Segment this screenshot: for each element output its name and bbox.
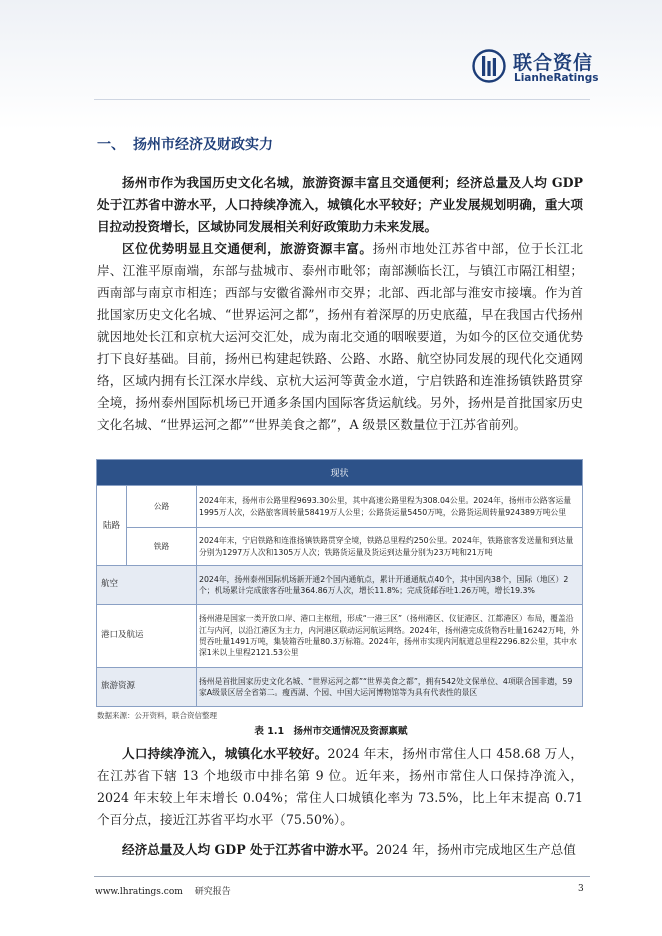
table-row [97, 566, 583, 605]
population-text: 2024 年末，扬州市常住人口 458.68 万人，在江苏省下辖 13 个地级市中排名第 9 位。近年来，扬州市常住人口保持净流入，2024 年末较上年末增长 0.04%；常住人口城镇化率为 73.5%，比上年末提高 0.71 个百分点，接近江苏省平均水平（75.50%）。 [97, 746, 583, 827]
company-logo [472, 49, 622, 91]
section-title: 扬州市经济及财政实力 [133, 137, 273, 153]
port-category: 港口及航运 [97, 605, 197, 668]
port-description: 扬州港是国家一类开放口岸、港口主枢纽，形成“一港三区”（扬州港区、仪征港区、江都港区）布局，覆盖沿江与内河，以沿江港区为主力，内河港区联动运河航运网络。2024年，扬州港完成货物吞吐量16242万吨，外贸吞吐量1491万吨，集装箱吞吐量80.3万标箱。2024年，扬州市实现内河航道总里程2296.82公里，其中水深1米以上里程2121.53公里 [197, 605, 583, 668]
header-divider [94, 99, 590, 100]
location-text: 扬州市地处江苏省中部，位于长江北岸、江淮平原南端，东部与盐城市、泰州市毗邻；南部濒临长江，与镇江市隔江相望；西南部与南京市相连；西部与安徽省滁州市交界；北部、西北部与淮安市接壤。作为首批国家历史文化名城、“世界运河之都”，扬州有着深厚的历史底蕴，早在我国古代扬州就因地处长江和京杭大运河交汇处，成为南北交通的咽喉要道，为如今的区位交通优势打下良好基础。目前，扬州已构建起铁路、公路、水路、航空协同发展的现代化交通网络，区域内拥有长江深水岸线、京杭大运河等黄金水道，宁启铁路和连淮扬镇铁路贯穿全境，扬州泰州国际机场已开通多条国内国际客货运航线。另外，扬州是首批国家历史文化名城、“世界运河之都”“世界美食之都”，A 级景区数量位于江苏省前列。 [97, 241, 584, 432]
highway-description: 2024年末，扬州市公路里程9693.30公里，其中高速公路里程为308.04公里。2024年，扬州市公路客运量1995万人次，公路旅客周转量58419万人公里；公路货运量5450万吨，公路货运周转量924389万吨公里 [197, 486, 583, 528]
railway-description: 2024年末，宁启铁路和连淮扬镇铁路贯穿全境，铁路总里程约250公里。2024年，铁路旅客发送量和到达量分别为1297万人次和1305万人次；铁路货运量及货运到达量分别为23万吨和21万吨 [197, 528, 583, 566]
table-row [97, 528, 583, 566]
population-lead: 人口持续净流入，城镇化水平较好。 [122, 746, 328, 761]
footer-divider [94, 876, 590, 877]
table-header: 现状 [97, 460, 583, 486]
logo-chinese-name: 联合资信 [513, 52, 594, 74]
economy-paragraph [97, 839, 583, 861]
highway-category: 公路 [127, 486, 197, 528]
summary-paragraph [97, 172, 583, 238]
footer-left [95, 884, 231, 897]
tourism-description: 扬州是首批国家历史文化名城、“世界运河之都”“世界美食之都”，拥有542处文保单位、4项联合国非遗，59家A级景区居全省第二。瘦西湖、个园、中国大运河博物馆等为具有代表性的景区 [197, 668, 583, 707]
table-header-row [97, 460, 583, 486]
section-number: 一、 [97, 137, 125, 153]
tourism-category: 旅游资源 [97, 668, 197, 707]
aviation-description: 2024年，扬州泰州国际机场新开通2个国内通航点，累计开通通航点40个，其中国内38个，国际（地区）2个；机场累计完成旅客吞吐量364.86万人次，增长11.8%；完成货邮吞吐1.26万吨，增长19.3% [197, 566, 583, 605]
table-source: 数据来源：公开资料，联合资信整理 [97, 711, 217, 720]
railway-category: 铁路 [127, 528, 197, 566]
summary-text: 扬州市作为我国历史文化名城，旅游资源丰富且交通便利；经济总量及人均 GDP 处于江苏省中游水平，人口持续净流入，城镇化水平较好；产业发展规划明确，重大项目拉动投资增长，区域协同发展相关利好政策助力未来发展。 [97, 175, 583, 234]
economy-text: 2024 年，扬州市完成地区生产总值 [376, 842, 576, 857]
table-row [97, 605, 583, 668]
section-heading [97, 134, 273, 154]
economy-lead: 经济总量及人均 GDP 处于江苏省中游水平。 [122, 842, 377, 857]
location-lead: 区位优势明显且交通便利，旅游资源丰富。 [122, 241, 373, 256]
table-row [97, 668, 583, 707]
location-paragraph [97, 238, 583, 436]
footer-website-link[interactable]: www.lhratings.com [95, 887, 183, 897]
lianhe-logo-icon [472, 49, 506, 83]
land-category: 陆路 [97, 486, 127, 566]
table-caption: 表 1.1 扬州市交通情况及资源禀赋 [254, 726, 408, 737]
transport-table [96, 459, 583, 707]
aviation-category: 航空 [97, 566, 197, 605]
table-row [97, 486, 583, 528]
population-paragraph [97, 743, 583, 831]
page-number: 3 [578, 884, 584, 894]
footer-doc-type: 研究报告 [194, 887, 231, 897]
logo-english-name: LianheRatings [514, 72, 599, 84]
